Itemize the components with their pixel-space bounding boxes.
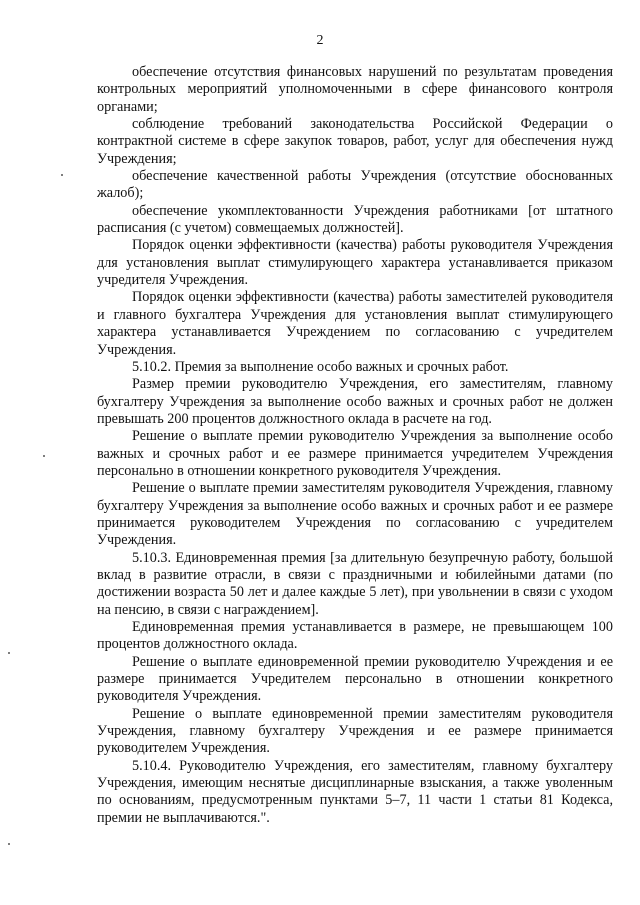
paragraph: Решение о выплате единовременной премии заместителям руководителя Учреждения, главному бухгалтеру Учреждения и ее размере принимается руководителем Учреждения. <box>97 705 613 757</box>
paragraph: Решение о выплате единовременной премии руководителю Учреждения и ее размере принимается Учредителем персонально в отношении конкретного руководителя Учреждения. <box>97 653 613 705</box>
section-heading-5-10-2: 5.10.2. Премия за выполнение особо важных и срочных работ. <box>132 358 509 375</box>
paragraph: обеспечение качественной работы Учреждения (отсутствие обоснованных жалоб); <box>97 168 613 202</box>
paragraph: Размер премии руководителю Учреждения, его заместителям, главному бухгалтеру Учреждения за выполнение особо важных и срочных работ не должен превышать 200 процентов должностного оклада в расчете на год. <box>97 376 613 427</box>
scan-speck <box>43 455 45 457</box>
scan-speck <box>61 174 63 176</box>
paragraph: соблюдение требований законодательства Российской Федерации о контрактной системе в сфере закупок товаров, работ, услуг для обеспечения нужд Учреждения; <box>97 116 613 167</box>
paragraph: Единовременная премия устанавливается в размере, не превышающем 100 процентов должностного оклада. <box>97 619 613 653</box>
section-paragraph-5-10-4: 5.10.4. Руководителю Учреждения, его заместителям, главному бухгалтеру Учреждения, имеющим неснятые дисциплинарные взыскания, а также уволенным по основаниям, предусмотренным пунктами 5–7, 11 части 1 статьи 81 Кодекса, премии не выплачиваются.". <box>97 757 613 826</box>
scan-speck <box>8 843 10 845</box>
paragraph: обеспечение укомплектованности Учреждения работниками [от штатного расписания (с учетом) совмещаемых должностей]. <box>97 202 613 237</box>
page-number: 2 <box>316 33 324 48</box>
section-paragraph-5-10-3: 5.10.3. Единовременная премия [за длительную безупречную работу, большой вклад в развитие отрасли, в связи с праздничными и юбилейными датами (по достижении возраста 50 лет и далее каждые 5 лет), при увольнении в связи с уходом на пенсию, в связи с награждением]. <box>97 549 613 618</box>
paragraph: Порядок оценки эффективности (качества) работы руководителя Учреждения для установления выплат стимулирующего характера устанавливается приказом учредителя Учреждения. <box>97 237 613 289</box>
paragraph: Порядок оценки эффективности (качества) работы заместителей руководителя и главного бухгалтера Учреждения для установления выплат стимулирующего характера устанавливается Учреждением по согласованию с учредителем Учреждения. <box>97 289 613 358</box>
document-body <box>97 64 613 827</box>
scan-speck <box>8 652 10 654</box>
paragraph: Решение о выплате премии заместителям руководителя Учреждения, главному бухгалтеру Учреждения за выполнение особо важных и срочных работ и ее размере принимается руководителем Учреждения по согласованию с учредителем Учреждения. <box>97 480 613 549</box>
paragraph: Решение о выплате премии руководителю Учреждения за выполнение особо важных и срочных работ и ее размере принимается учредителем Учреждения персонально в отношении конкретного руководителя Учреждения. <box>97 428 613 479</box>
paragraph: обеспечение отсутствия финансовых нарушений по результатам проведения контрольных мероприятий уполномоченными в сфере финансового контроля органами; <box>97 64 613 115</box>
